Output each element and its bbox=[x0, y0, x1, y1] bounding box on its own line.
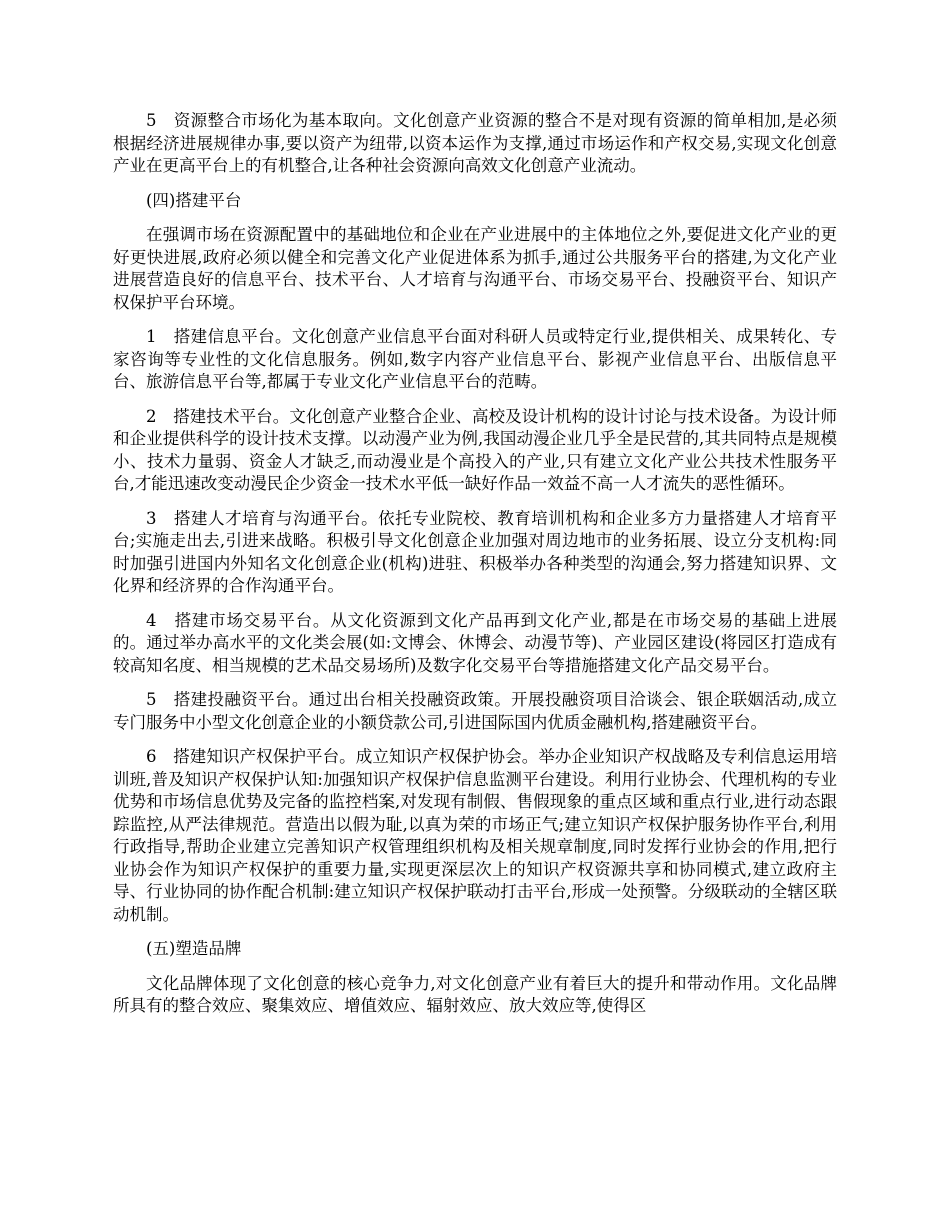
paragraph-brand-intro: 文化品牌体现了文化创意的核心竞争力,对文化创意产业有着巨大的提升和带动作用。文化品牌所具有的整合效应、聚集效应、增值效应、辐射效应、放大效应等,使得区 bbox=[113, 973, 837, 1015]
paragraph-resource-integration: 5 资源整合市场化为基本取向。文化创意产业资源的整合不是对现有资源的简单相加,是必须根据经济进展规律办事,要以资产为纽带,以资本运作为支撑,通过市场运作和产权交易,实现文化创意产业在更高平台上的有机整合,让各种社会资源向高效文化创意产业流动。 bbox=[113, 111, 837, 175]
paragraph-info-platform: 1 搭建信息平台。文化创意产业信息平台面对科研人员或特定行业,提供相关、成果转化、专家咨询等专业性的文化信息服务。例如,数字内容产业信息平台、影视产业信息平台、出版信息平台、旅游信息平台等,都属于专业文化产业信息平台的范畴。 bbox=[113, 327, 837, 391]
section-heading-build-platform: (四)搭建平台 bbox=[146, 190, 242, 210]
document-body bbox=[113, 110, 837, 1030]
paragraph-talent-platform: 3 搭建人才培育与沟通平台。依托专业院校、教育培训机构和企业多方力量搭建人才培育平台;实施走出去,引进来战略。积极引导文化创意企业加强对周边地市的业务拓展、设立分支机构:同时加强引进国内外知名文化创意企业(机构)进驻、积极举办各种类型的沟通会,努力搭建知识界、文化界和经济界的合作沟通平台。 bbox=[113, 508, 837, 595]
paragraph-tech-platform: 2 搭建技术平台。文化创意产业整合企业、高校及设计机构的设计讨论与技术设备。为设计师和企业提供科学的设计技术支撑。以动漫产业为例,我国动漫企业几乎全是民营的,其共同特点是规模小、技术力量弱、资金人才缺乏,而动漫业是个高投入的产业,只有建立文化产业公共技术性服务平台,才能迅速改变动漫民企少资金一技术水平低一缺好作品一效益不高一人才流失的恶性循环。 bbox=[113, 406, 837, 493]
paragraph-market-platform: 4 搭建市场交易平台。从文化资源到文化产品再到文化产业,都是在市场交易的基础上进展的。通过举办高水平的文化类会展(如:文博会、休博会、动漫节等)、产业园区建设(将园区打造成有较高知名度、相当规模的艺术品交易场所)及数字化交易平台等措施搭建文化产品交易平台。 bbox=[113, 610, 837, 675]
paragraph-finance-platform: 5 搭建投融资平台。通过出台相关投融资政策。开展投融资项目洽谈会、银企联姻活动,成立专门服务中小型文化创意企业的小额贷款公司,引进国际国内优质金融机构,搭建融资平台。 bbox=[113, 690, 837, 732]
section-heading-build-brand: (五)塑造品牌 bbox=[146, 939, 242, 958]
paragraph-ip-platform: 6 搭建知识产权保护平台。成立知识产权保护协会。举办企业知识产权战略及专利信息运用培训班,普及知识产权保护认知:加强知识产权保护信息监测平台建设。利用行业协会、代理机构的专业优势和市场信息优势及完备的监控档案,对发现有制假、售假现象的重点区域和重点行业,进行动态跟踪监控,从严法律规范。营造出以假为耻,以真为荣的市场正气;建立知识产权保护服务协作平台,利用行政指导,帮助企业建立完善知识产权管理组织机构及相关规章制度,同时发挥行业协会的作用,把行业协会作为知识产权保护的重要力量,实现更深层次上的知识产权资源共享和协同模式,建立政府主导、行业协同的协作配合机制:建立知识产权保护联动打击平台,形成一处预警。分级联动的全辖区联动机制。 bbox=[113, 747, 837, 924]
paragraph-platform-intro: 在强调市场在资源配置中的基础地位和企业在产业进展中的主体地位之外,要促进文化产业的更好更快进展,政府必须以健全和完善文化产业促进体系为抓手,通过公共服务平台的搭建,为文化产业进展营造良好的信息平台、技术平台、人才培育与沟通平台、市场交易平台、投融资平台、知识产权保护平台环境。 bbox=[113, 225, 837, 312]
